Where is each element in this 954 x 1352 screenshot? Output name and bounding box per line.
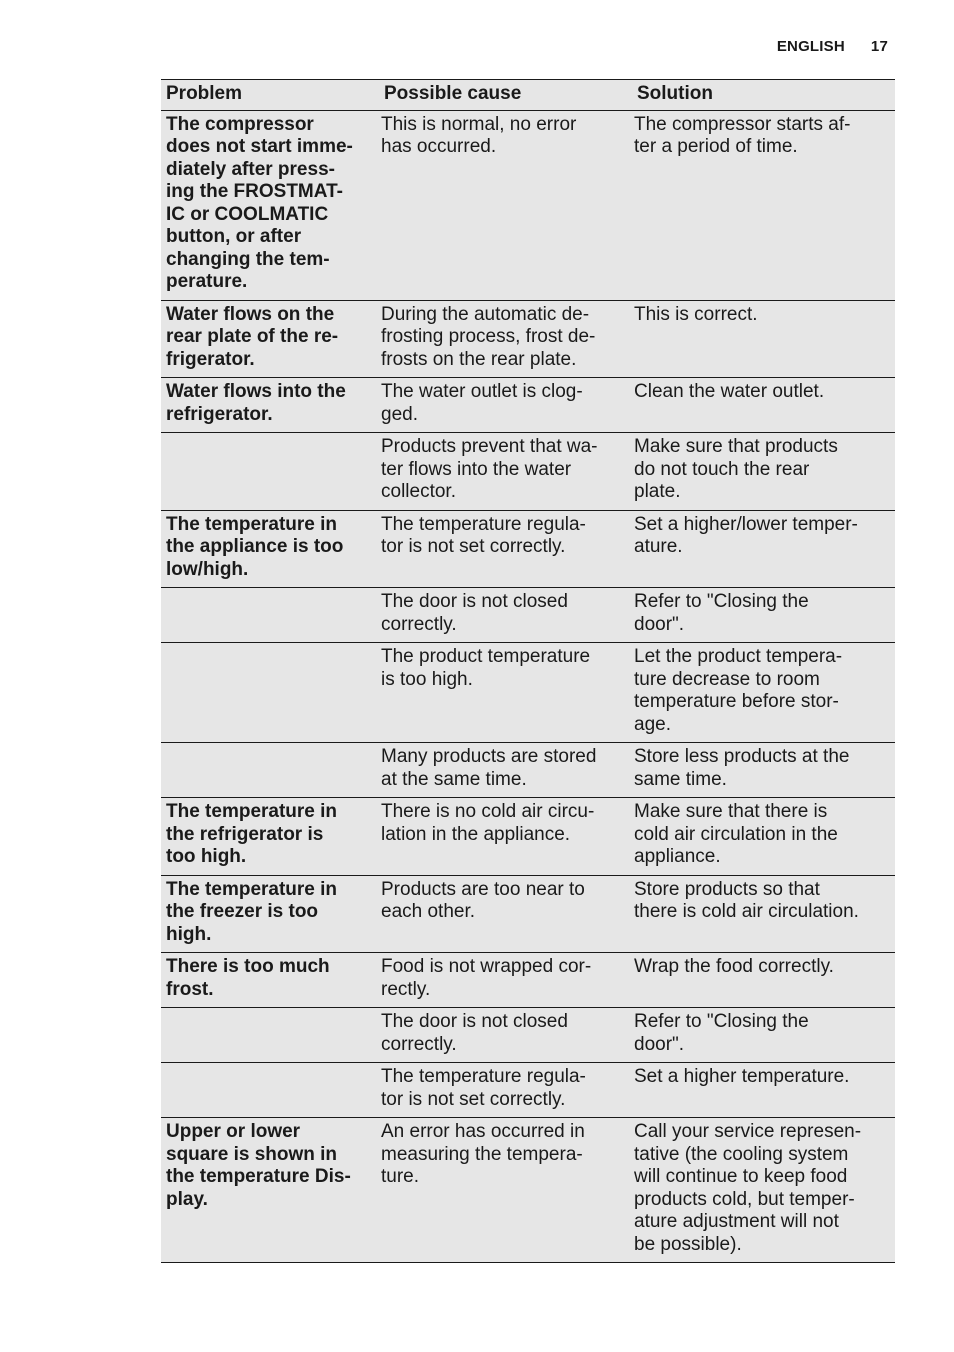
section-label: ENGLISH [776, 38, 845, 55]
cell-line: There is no cold air circu- [381, 801, 595, 822]
cell-line: Store less products at the [634, 746, 850, 767]
cell-line: tor is not set correctly. [381, 1088, 566, 1110]
solution-cell [632, 743, 895, 798]
cell-line: Products are too near to [381, 878, 585, 900]
solution-cell [632, 1118, 895, 1263]
cause-cell [379, 378, 632, 433]
table-row [161, 588, 895, 643]
cell-line: Refer to "Closing the [634, 1011, 809, 1032]
cell-line: This is correct. [634, 303, 758, 325]
table-row [161, 510, 895, 588]
cause-cell [379, 953, 632, 1008]
table-row [161, 953, 895, 1008]
cell-line: ature adjustment will not [634, 1211, 839, 1232]
cell-line: ing the FROSTMAT- [166, 181, 343, 202]
problem-cell [161, 643, 379, 743]
problem-cell [161, 300, 379, 378]
cell-line: temperature before stor- [634, 691, 839, 712]
cell-line: door". [634, 613, 685, 635]
cell-line: low/high. [166, 558, 249, 580]
cell-line: the appliance is too [166, 536, 344, 557]
cell-line: tative (the cooling system [634, 1143, 849, 1165]
cell-line: IC or COOLMATIC [166, 203, 329, 225]
cause-cell [379, 1118, 632, 1263]
table-row [161, 378, 895, 433]
cell-line: frosts on the rear plate. [381, 348, 577, 370]
table-body [161, 110, 895, 1263]
column-header-problem: Problem [161, 80, 379, 111]
cell-line: Call your service represen- [634, 1121, 862, 1142]
troubleshooting-table [161, 79, 895, 1263]
cell-line: The compressor [166, 113, 314, 135]
cell-line: During the automatic de- [381, 303, 590, 325]
problem-cell [161, 743, 379, 798]
cause-cell [379, 1063, 632, 1118]
cell-line: Clean the water outlet. [634, 381, 825, 402]
cell-line: will continue to keep food [634, 1166, 848, 1187]
cell-line: ged. [381, 403, 418, 425]
cell-line: The product temperature [381, 646, 591, 667]
cell-line: Make sure that products [634, 436, 838, 457]
cell-line: The temperature in [166, 513, 338, 535]
cell-line: correctly. [381, 1033, 457, 1055]
cell-line: appliance. [634, 846, 721, 867]
cell-line: The water outlet is clog- [381, 381, 583, 402]
cell-line: the refrigerator is [166, 823, 324, 845]
cell-line: same time. [634, 768, 727, 790]
table-row [161, 643, 895, 743]
cell-line: do not touch the rear [634, 458, 810, 480]
page-number: 17 [870, 38, 888, 55]
cell-line: high. [166, 923, 212, 945]
cell-line: ature. [634, 536, 683, 557]
problem-cell [161, 953, 379, 1008]
table-row [161, 798, 895, 876]
cell-line: frosting process, frost de- [381, 326, 596, 347]
problem-cell [161, 378, 379, 433]
table-row [161, 1118, 895, 1263]
cell-line: is too high. [381, 668, 473, 690]
problem-cell [161, 1063, 379, 1118]
cell-line: Food is not wrapped cor- [381, 956, 592, 977]
cell-line: An error has occurred in [381, 1121, 585, 1142]
cell-line: refrigerator. [166, 403, 273, 425]
cause-cell [379, 875, 632, 953]
cell-line: Make sure that there is [634, 801, 828, 822]
cell-line: The compressor starts af- [634, 113, 851, 135]
cell-line: each other. [381, 901, 476, 922]
cell-line: perature. [166, 271, 248, 292]
cell-line: ture. [381, 1166, 420, 1187]
cause-cell [379, 643, 632, 743]
cell-line: Wrap the food correctly. [634, 956, 834, 977]
column-header-solution: Solution [632, 80, 895, 111]
problem-cell [161, 510, 379, 588]
table-row [161, 433, 895, 511]
cell-line: Refer to "Closing the [634, 591, 809, 612]
cell-line: play. [166, 1188, 208, 1210]
problem-cell [161, 875, 379, 953]
cell-line: The door is not closed [381, 1011, 568, 1032]
cell-line: diately after press- [166, 158, 335, 180]
cell-line: does not start imme- [166, 136, 353, 157]
cell-line: rectly. [381, 978, 431, 1000]
cell-line: Products prevent that wa- [381, 436, 598, 457]
cell-line: measuring the tempera- [381, 1143, 583, 1165]
solution-cell [632, 510, 895, 588]
cause-cell [379, 110, 632, 300]
cell-line: changing the tem- [166, 248, 330, 270]
solution-cell [632, 300, 895, 378]
cell-line: collector. [381, 481, 456, 502]
running-header [777, 38, 888, 55]
cell-line: There is too much [166, 956, 330, 977]
cell-line: too high. [166, 846, 247, 867]
cause-cell [379, 743, 632, 798]
cell-line: tor is not set correctly. [381, 536, 566, 557]
solution-cell [632, 953, 895, 1008]
cell-line: Water flows into the [166, 381, 346, 402]
cell-line: correctly. [381, 613, 457, 635]
problem-cell [161, 588, 379, 643]
cause-cell [379, 798, 632, 876]
table-row [161, 110, 895, 300]
solution-cell [632, 875, 895, 953]
table-row [161, 1063, 895, 1118]
problem-cell [161, 433, 379, 511]
problem-cell [161, 798, 379, 876]
cell-line: Store products so that [634, 878, 820, 900]
cell-line: The temperature regula- [381, 1066, 586, 1087]
cell-line: lation in the appliance. [381, 823, 571, 845]
cell-line: frost. [166, 978, 214, 1000]
cell-line: button, or after [166, 226, 302, 247]
cause-cell [379, 1008, 632, 1063]
cell-line: The temperature in [166, 878, 338, 900]
column-header-cause: Possible cause [379, 80, 632, 111]
solution-cell [632, 378, 895, 433]
cause-cell [379, 510, 632, 588]
problem-cell [161, 1008, 379, 1063]
solution-cell [632, 798, 895, 876]
cell-line: Set a higher temperature. [634, 1066, 850, 1087]
cell-line: cold air circulation in the [634, 823, 838, 845]
cell-line: frigerator. [166, 348, 255, 370]
cell-line: Let the product tempera- [634, 646, 843, 667]
cell-line: the temperature Dis- [166, 1166, 351, 1187]
cell-line: This is normal, no error [381, 113, 577, 135]
table-row [161, 300, 895, 378]
problem-cell [161, 110, 379, 300]
table-header-row [161, 80, 895, 111]
solution-cell [632, 1008, 895, 1063]
cell-line: ter a period of time. [634, 136, 798, 157]
solution-cell [632, 110, 895, 300]
cell-line: be possible). [634, 1233, 742, 1255]
cell-line: ture decrease to room [634, 668, 820, 690]
problem-cell [161, 1118, 379, 1263]
cause-cell [379, 300, 632, 378]
cell-line: the freezer is too [166, 901, 319, 922]
cell-line: Many products are stored [381, 746, 597, 767]
solution-cell [632, 433, 895, 511]
cause-cell [379, 588, 632, 643]
table-row [161, 1008, 895, 1063]
solution-cell [632, 588, 895, 643]
cell-line: door". [634, 1033, 685, 1055]
cell-line: rear plate of the re- [166, 326, 339, 347]
cell-line: at the same time. [381, 768, 527, 790]
cell-line: age. [634, 713, 671, 735]
cell-line: Water flows on the [166, 303, 335, 325]
cell-line: products cold, but temper- [634, 1188, 855, 1210]
cell-line: square is shown in [166, 1143, 338, 1165]
table-row [161, 743, 895, 798]
cell-line: there is cold air circulation. [634, 901, 859, 922]
cell-line: The door is not closed [381, 591, 568, 612]
cause-cell [379, 433, 632, 511]
cell-line: Set a higher/lower temper- [634, 513, 858, 535]
table-row [161, 875, 895, 953]
cell-line: Upper or lower [166, 1121, 301, 1142]
solution-cell [632, 643, 895, 743]
cell-line: plate. [634, 481, 681, 502]
cell-line: has occurred. [381, 136, 497, 157]
solution-cell [632, 1063, 895, 1118]
cell-line: ter flows into the water [381, 458, 572, 480]
cell-line: The temperature in [166, 801, 338, 822]
cell-line: The temperature regula- [381, 513, 586, 535]
